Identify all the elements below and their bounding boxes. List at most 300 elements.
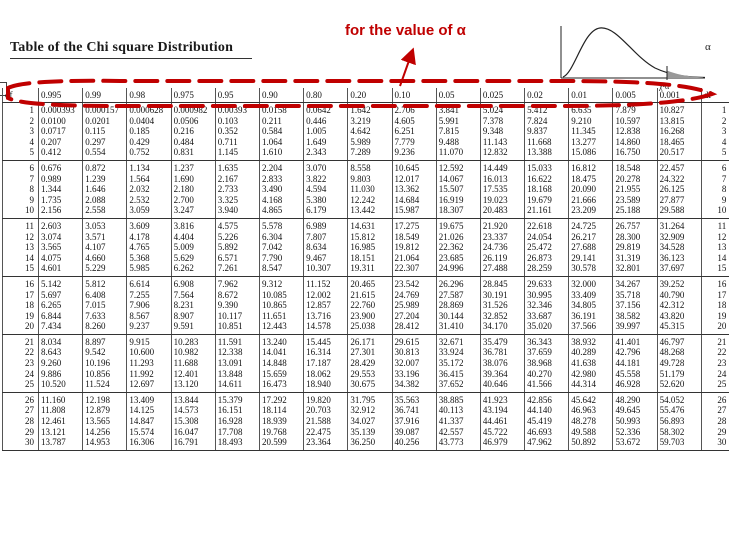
alpha-header-cell: 0.01 [569, 88, 613, 103]
critical-value-cell: 55.476 [657, 405, 701, 416]
critical-value-cell: 40.113 [436, 405, 480, 416]
critical-value-cell: 32.801 [613, 263, 657, 276]
critical-value-cell: 40.646 [480, 379, 524, 392]
critical-value-cell: 52.336 [613, 427, 657, 438]
critical-value-cell: 4.075 [39, 253, 83, 264]
critical-value-cell: 29.141 [569, 253, 613, 264]
df-cell-right: 27 [701, 405, 729, 416]
critical-value-cell: 0.0158 [259, 103, 303, 116]
alpha-header-cell: 0.005 [613, 88, 657, 103]
critical-value-cell: 16.473 [259, 379, 303, 392]
df-cell-right: 16 [701, 276, 729, 289]
critical-value-cell: 19.768 [259, 427, 303, 438]
critical-value-cell: 19.023 [480, 195, 524, 206]
critical-value-cell: 7.434 [39, 321, 83, 334]
critical-value-cell: 4.575 [215, 218, 259, 231]
critical-value-cell: 5.629 [171, 253, 215, 264]
critical-value-cell: 26.217 [569, 232, 613, 243]
critical-value-cell: 16.314 [304, 347, 348, 358]
critical-value-cell: 21.666 [569, 195, 613, 206]
critical-value-cell: 26.296 [436, 276, 480, 289]
critical-value-cell: 12.017 [392, 174, 436, 185]
critical-value-cell: 38.968 [525, 358, 569, 369]
critical-value-cell: 10.982 [171, 347, 215, 358]
critical-value-cell: 42.312 [657, 300, 701, 311]
critical-value-cell: 19.679 [525, 195, 569, 206]
critical-value-cell: 39.364 [480, 369, 524, 380]
df-cell-left: 19 [3, 311, 39, 322]
critical-value-cell: 20.599 [259, 437, 303, 450]
critical-value-cell: 0.831 [171, 147, 215, 160]
critical-value-cell: 4.605 [392, 116, 436, 127]
critical-value-cell: 46.797 [657, 334, 701, 347]
critical-value-cell: 11.651 [259, 311, 303, 322]
critical-value-cell: 1.344 [39, 184, 83, 195]
critical-value-cell: 16.047 [171, 427, 215, 438]
critical-value-cell: 9.542 [83, 347, 127, 358]
critical-value-cell: 22.457 [657, 160, 701, 173]
critical-value-cell: 10.085 [259, 290, 303, 301]
critical-value-cell: 15.308 [171, 416, 215, 427]
critical-value-cell: 18.151 [348, 253, 392, 264]
critical-value-cell: 35.172 [436, 358, 480, 369]
critical-value-cell: 4.594 [304, 184, 348, 195]
critical-value-cell: 8.260 [83, 321, 127, 334]
critical-value-cell: 0.0717 [39, 126, 83, 137]
critical-value-cell: 19.675 [436, 218, 480, 231]
critical-value-cell: 59.703 [657, 437, 701, 450]
critical-value-cell: 27.587 [436, 290, 480, 301]
critical-value-cell: 31.795 [348, 392, 392, 405]
critical-value-cell: 3.571 [83, 232, 127, 243]
critical-value-cell: 12.592 [436, 160, 480, 173]
critical-value-cell: 35.139 [348, 427, 392, 438]
critical-value-cell: 34.267 [613, 276, 657, 289]
critical-value-cell: 4.168 [259, 195, 303, 206]
critical-value-cell: 9.210 [569, 116, 613, 127]
critical-value-cell: 40.256 [392, 437, 436, 450]
df-cell-right: 7 [701, 174, 729, 185]
critical-value-cell: 12.338 [215, 347, 259, 358]
critical-value-cell: 0.429 [127, 137, 171, 148]
critical-value-cell: 29.588 [657, 205, 701, 218]
critical-value-cell: 44.181 [613, 358, 657, 369]
critical-value-cell: 49.645 [613, 405, 657, 416]
critical-value-cell: 5.991 [436, 116, 480, 127]
critical-value-cell: 15.507 [436, 184, 480, 195]
critical-value-cell: 34.027 [348, 416, 392, 427]
critical-value-cell: 5.024 [480, 103, 524, 116]
critical-value-cell: 0.752 [127, 147, 171, 160]
critical-value-cell: 25.038 [348, 321, 392, 334]
critical-value-cell: 14.953 [83, 437, 127, 450]
critical-value-cell: 6.571 [215, 253, 259, 264]
alpha-header-cell: 0.90 [259, 88, 303, 103]
critical-value-cell: 14.578 [304, 321, 348, 334]
critical-value-cell: 46.963 [569, 405, 613, 416]
critical-value-cell: 13.277 [569, 137, 613, 148]
critical-value-cell: 2.706 [392, 103, 436, 116]
critical-value-cell: 11.160 [39, 392, 83, 405]
critical-value-cell: 12.401 [171, 369, 215, 380]
critical-value-cell: 20.465 [348, 276, 392, 289]
df-cell-left: 15 [3, 263, 39, 276]
critical-value-cell: 44.314 [569, 379, 613, 392]
critical-value-cell: 4.660 [83, 253, 127, 264]
critical-value-cell: 5.009 [171, 242, 215, 253]
critical-value-cell: 11.688 [171, 358, 215, 369]
critical-value-cell: 43.773 [436, 437, 480, 450]
critical-value-cell: 13.848 [215, 369, 259, 380]
critical-value-cell: 10.827 [657, 103, 701, 116]
table-title: Table of the Chi square Distribution [10, 40, 234, 55]
critical-value-cell: 4.642 [348, 126, 392, 137]
df-cell-right: 6 [701, 160, 729, 173]
critical-value-cell: 0.446 [304, 116, 348, 127]
critical-value-cell: 18.549 [392, 232, 436, 243]
critical-value-cell: 26.125 [657, 184, 701, 195]
critical-value-cell: 32.671 [436, 334, 480, 347]
critical-value-cell: 41.566 [525, 379, 569, 392]
critical-value-cell: 18.548 [613, 160, 657, 173]
critical-value-cell: 9.237 [127, 321, 171, 334]
critical-value-cell: 14.631 [348, 218, 392, 231]
critical-value-cell: 8.231 [171, 300, 215, 311]
critical-value-cell: 24.996 [436, 263, 480, 276]
curve-alpha-label: α [705, 41, 711, 53]
critical-value-cell: 7.261 [215, 263, 259, 276]
critical-value-cell: 31.264 [657, 218, 701, 231]
critical-value-cell: 30.191 [480, 290, 524, 301]
critical-value-cell: 1.649 [304, 137, 348, 148]
critical-value-cell: 10.307 [304, 263, 348, 276]
df-cell-right: 10 [701, 205, 729, 218]
critical-value-cell: 34.170 [480, 321, 524, 334]
critical-value-cell: 18.062 [304, 369, 348, 380]
critical-value-cell: 34.805 [569, 300, 613, 311]
df-cell-right: 13 [701, 242, 729, 253]
critical-value-cell: 1.237 [171, 160, 215, 173]
critical-value-cell: 25.472 [525, 242, 569, 253]
critical-value-cell: 34.528 [657, 242, 701, 253]
critical-value-cell: 9.803 [348, 174, 392, 185]
critical-value-cell: 16.268 [657, 126, 701, 137]
df-cell-left: 5 [3, 147, 39, 160]
critical-value-cell: 3.325 [215, 195, 259, 206]
df-cell-left: 24 [3, 369, 39, 380]
critical-value-cell: 15.086 [569, 147, 613, 160]
critical-value-cell: 0.211 [259, 116, 303, 127]
curve-chi-label: χ²α [659, 82, 670, 91]
critical-value-cell: 36.415 [436, 369, 480, 380]
critical-value-cell: 41.638 [569, 358, 613, 369]
critical-value-cell: 0.872 [83, 160, 127, 173]
df-cell-left: 21 [3, 334, 39, 347]
critical-value-cell: 7.879 [613, 103, 657, 116]
critical-value-cell: 0.0100 [39, 116, 83, 127]
critical-value-cell: 3.609 [127, 218, 171, 231]
critical-value-cell: 3.070 [304, 160, 348, 173]
critical-value-cell: 38.076 [480, 358, 524, 369]
critical-value-cell: 45.722 [480, 427, 524, 438]
critical-value-cell: 0.0201 [83, 116, 127, 127]
alpha-row-dashed-highlight [8, 81, 712, 106]
critical-value-cell: 8.643 [39, 347, 83, 358]
critical-value-cell: 18.493 [215, 437, 259, 450]
critical-value-cell: 4.765 [127, 242, 171, 253]
critical-value-cell: 15.379 [215, 392, 259, 405]
critical-value-cell: 11.524 [83, 379, 127, 392]
critical-value-cell: 14.125 [127, 405, 171, 416]
critical-value-cell: 50.892 [569, 437, 613, 450]
critical-value-cell: 11.293 [127, 358, 171, 369]
critical-value-cell: 6.408 [83, 290, 127, 301]
critical-value-cell: 15.659 [259, 369, 303, 380]
critical-value-cell: 30.578 [569, 263, 613, 276]
critical-value-cell: 48.290 [613, 392, 657, 405]
critical-value-cell: 44.461 [480, 416, 524, 427]
critical-value-cell: 15.574 [127, 427, 171, 438]
critical-value-cell: 12.879 [83, 405, 127, 416]
critical-value-cell: 23.685 [436, 253, 480, 264]
critical-value-cell: 5.229 [83, 263, 127, 276]
alpha-header-cell: 0.20 [348, 88, 392, 103]
alpha-header-cell: 0.001 [657, 88, 701, 103]
critical-value-cell: 15.812 [348, 232, 392, 243]
critical-value-cell: 31.526 [480, 300, 524, 311]
critical-value-cell: 13.787 [39, 437, 83, 450]
critical-value-cell: 3.053 [83, 218, 127, 231]
df-cell-right: 25 [701, 379, 729, 392]
critical-value-cell: 10.865 [259, 300, 303, 311]
critical-value-cell: 0.000157 [83, 103, 127, 116]
df-cell-right: 26 [701, 392, 729, 405]
critical-value-cell: 46.693 [525, 427, 569, 438]
critical-value-cell: 2.603 [39, 218, 83, 231]
critical-value-cell: 6.251 [392, 126, 436, 137]
critical-value-cell: 21.161 [525, 205, 569, 218]
critical-value-cell: 10.117 [215, 311, 259, 322]
critical-value-cell: 6.262 [171, 263, 215, 276]
critical-value-cell: 1.646 [83, 184, 127, 195]
critical-value-cell: 0.216 [171, 126, 215, 137]
critical-value-cell: 4.107 [83, 242, 127, 253]
df-cell-right: 22 [701, 347, 729, 358]
critical-value-cell: 41.923 [480, 392, 524, 405]
critical-value-cell: 26.873 [525, 253, 569, 264]
critical-value-cell: 26.757 [613, 218, 657, 231]
critical-value-cell: 16.791 [171, 437, 215, 450]
critical-value-cell: 9.915 [127, 334, 171, 347]
critical-value-cell: 38.582 [613, 311, 657, 322]
critical-value-cell: 23.364 [304, 437, 348, 450]
critical-value-cell: 36.191 [569, 311, 613, 322]
critical-value-cell: 36.123 [657, 253, 701, 264]
df-cell-right: 1 [701, 103, 729, 116]
critical-value-cell: 45.315 [657, 321, 701, 334]
critical-value-cell: 33.409 [569, 290, 613, 301]
df-cell-right: 19 [701, 311, 729, 322]
critical-value-cell: 16.151 [215, 405, 259, 416]
critical-value-cell: 0.0506 [171, 116, 215, 127]
critical-value-cell: 7.015 [83, 300, 127, 311]
critical-value-cell: 3.219 [348, 116, 392, 127]
critical-value-cell: 42.856 [525, 392, 569, 405]
critical-value-cell: 32.909 [657, 232, 701, 243]
critical-value-cell: 13.362 [392, 184, 436, 195]
critical-value-cell: 24.054 [525, 232, 569, 243]
critical-value-cell: 37.916 [392, 416, 436, 427]
critical-value-cell: 8.558 [348, 160, 392, 173]
critical-value-cell: 48.268 [657, 347, 701, 358]
critical-value-cell: 9.236 [392, 147, 436, 160]
alpha-header-cell: 0.95 [215, 88, 259, 103]
critical-value-cell: 3.490 [259, 184, 303, 195]
critical-value-cell: 27.204 [392, 311, 436, 322]
critical-value-cell: 40.270 [525, 369, 569, 380]
df-cell-left: 17 [3, 290, 39, 301]
df-cell-left: 29 [3, 427, 39, 438]
critical-value-cell: 9.260 [39, 358, 83, 369]
critical-value-cell: 8.567 [127, 311, 171, 322]
critical-value-cell: 18.465 [657, 137, 701, 148]
critical-value-cell: 11.808 [39, 405, 83, 416]
critical-value-cell: 11.152 [304, 276, 348, 289]
df-cell-left: 22 [3, 347, 39, 358]
critical-value-cell: 13.844 [171, 392, 215, 405]
critical-value-cell: 22.362 [436, 242, 480, 253]
critical-value-cell: 5.812 [83, 276, 127, 289]
critical-value-cell: 52.620 [657, 379, 701, 392]
critical-value-cell: 14.573 [171, 405, 215, 416]
critical-value-cell: 53.672 [613, 437, 657, 450]
critical-value-cell: 6.635 [569, 103, 613, 116]
critical-value-cell: 45.419 [525, 416, 569, 427]
critical-value-cell: 0.000628 [127, 103, 171, 116]
critical-value-cell: 13.815 [657, 116, 701, 127]
critical-value-cell: 9.488 [436, 137, 480, 148]
critical-value-cell: 8.034 [39, 334, 83, 347]
critical-value-cell: 12.461 [39, 416, 83, 427]
critical-value-cell: 23.337 [480, 232, 524, 243]
df-cell-left: 14 [3, 253, 39, 264]
alpha-header-cell: 0.80 [304, 88, 348, 103]
critical-value-cell: 42.796 [613, 347, 657, 358]
critical-value-cell: 11.143 [480, 137, 524, 148]
critical-value-cell: 10.196 [83, 358, 127, 369]
critical-value-cell: 0.0404 [127, 116, 171, 127]
alpha-header-cell: 0.10 [392, 88, 436, 103]
critical-value-cell: 54.052 [657, 392, 701, 405]
critical-value-cell: 13.442 [348, 205, 392, 218]
critical-value-cell: 26.171 [348, 334, 392, 347]
critical-value-cell: 23.589 [613, 195, 657, 206]
df-cell-right: 18 [701, 300, 729, 311]
critical-value-cell: 6.614 [127, 276, 171, 289]
critical-value-cell: 2.343 [304, 147, 348, 160]
critical-value-cell: 20.278 [613, 174, 657, 185]
critical-value-cell: 1.642 [348, 103, 392, 116]
critical-value-cell: 7.633 [83, 311, 127, 322]
critical-value-cell: 21.920 [480, 218, 524, 231]
critical-value-cell: 3.565 [39, 242, 83, 253]
critical-value-cell: 5.368 [127, 253, 171, 264]
critical-value-cell: 50.993 [613, 416, 657, 427]
critical-value-cell: 21.588 [304, 416, 348, 427]
critical-value-cell: 7.962 [215, 276, 259, 289]
critical-value-cell: 7.779 [392, 137, 436, 148]
critical-value-cell: 2.833 [259, 174, 303, 185]
df-cell-left: 7 [3, 174, 39, 185]
df-cell-left: 16 [3, 276, 39, 289]
critical-value-cell: 16.013 [480, 174, 524, 185]
critical-value-cell: 22.307 [392, 263, 436, 276]
critical-value-cell: 35.563 [392, 392, 436, 405]
critical-value-cell: 42.557 [436, 427, 480, 438]
critical-value-cell: 12.443 [259, 321, 303, 334]
critical-value-cell: 0.352 [215, 126, 259, 137]
critical-value-cell: 19.812 [392, 242, 436, 253]
critical-value-cell: 5.142 [39, 276, 83, 289]
critical-value-cell: 2.088 [83, 195, 127, 206]
critical-value-cell: 44.140 [525, 405, 569, 416]
critical-value-cell: 36.781 [480, 347, 524, 358]
critical-value-cell: 13.716 [304, 311, 348, 322]
df-cell-left: 6 [3, 160, 39, 173]
critical-value-cell: 45.558 [613, 369, 657, 380]
critical-value-cell: 20.090 [569, 184, 613, 195]
df-cell-left: 9 [3, 195, 39, 206]
critical-value-cell: 8.547 [259, 263, 303, 276]
critical-value-cell: 6.844 [39, 311, 83, 322]
critical-value-cell: 12.838 [613, 126, 657, 137]
critical-value-cell: 2.204 [259, 160, 303, 173]
critical-value-cell: 7.042 [259, 242, 303, 253]
critical-value-cell: 8.897 [83, 334, 127, 347]
critical-value-cell: 2.180 [171, 184, 215, 195]
critical-value-cell: 8.634 [304, 242, 348, 253]
critical-value-cell: 43.820 [657, 311, 701, 322]
critical-value-cell: 10.645 [392, 160, 436, 173]
critical-value-cell: 5.892 [215, 242, 259, 253]
critical-value-cell: 6.908 [171, 276, 215, 289]
df-cell-right: 15 [701, 263, 729, 276]
critical-value-cell: 4.865 [259, 205, 303, 218]
df-cell-left: 4 [3, 137, 39, 148]
df-cell-right: 24 [701, 369, 729, 380]
critical-value-cell: 10.851 [215, 321, 259, 334]
alpha-header-cell: 0.025 [480, 88, 524, 103]
critical-value-cell: 42.980 [569, 369, 613, 380]
critical-value-cell: 5.985 [127, 263, 171, 276]
critical-value-cell: 1.134 [127, 160, 171, 173]
critical-value-cell: 13.388 [525, 147, 569, 160]
critical-value-cell: 7.289 [348, 147, 392, 160]
critical-value-cell: 0.185 [127, 126, 171, 137]
critical-value-cell: 16.812 [569, 160, 613, 173]
critical-value-cell: 5.989 [348, 137, 392, 148]
critical-value-cell: 29.615 [392, 334, 436, 347]
critical-value-cell: 33.687 [525, 311, 569, 322]
critical-value-cell: 29.819 [613, 242, 657, 253]
critical-value-cell: 20.483 [480, 205, 524, 218]
critical-value-cell: 27.488 [480, 263, 524, 276]
critical-value-cell: 29.553 [348, 369, 392, 380]
critical-value-cell: 12.697 [127, 379, 171, 392]
critical-value-cell: 39.997 [613, 321, 657, 334]
critical-value-cell: 0.484 [171, 137, 215, 148]
critical-value-cell: 38.885 [436, 392, 480, 405]
